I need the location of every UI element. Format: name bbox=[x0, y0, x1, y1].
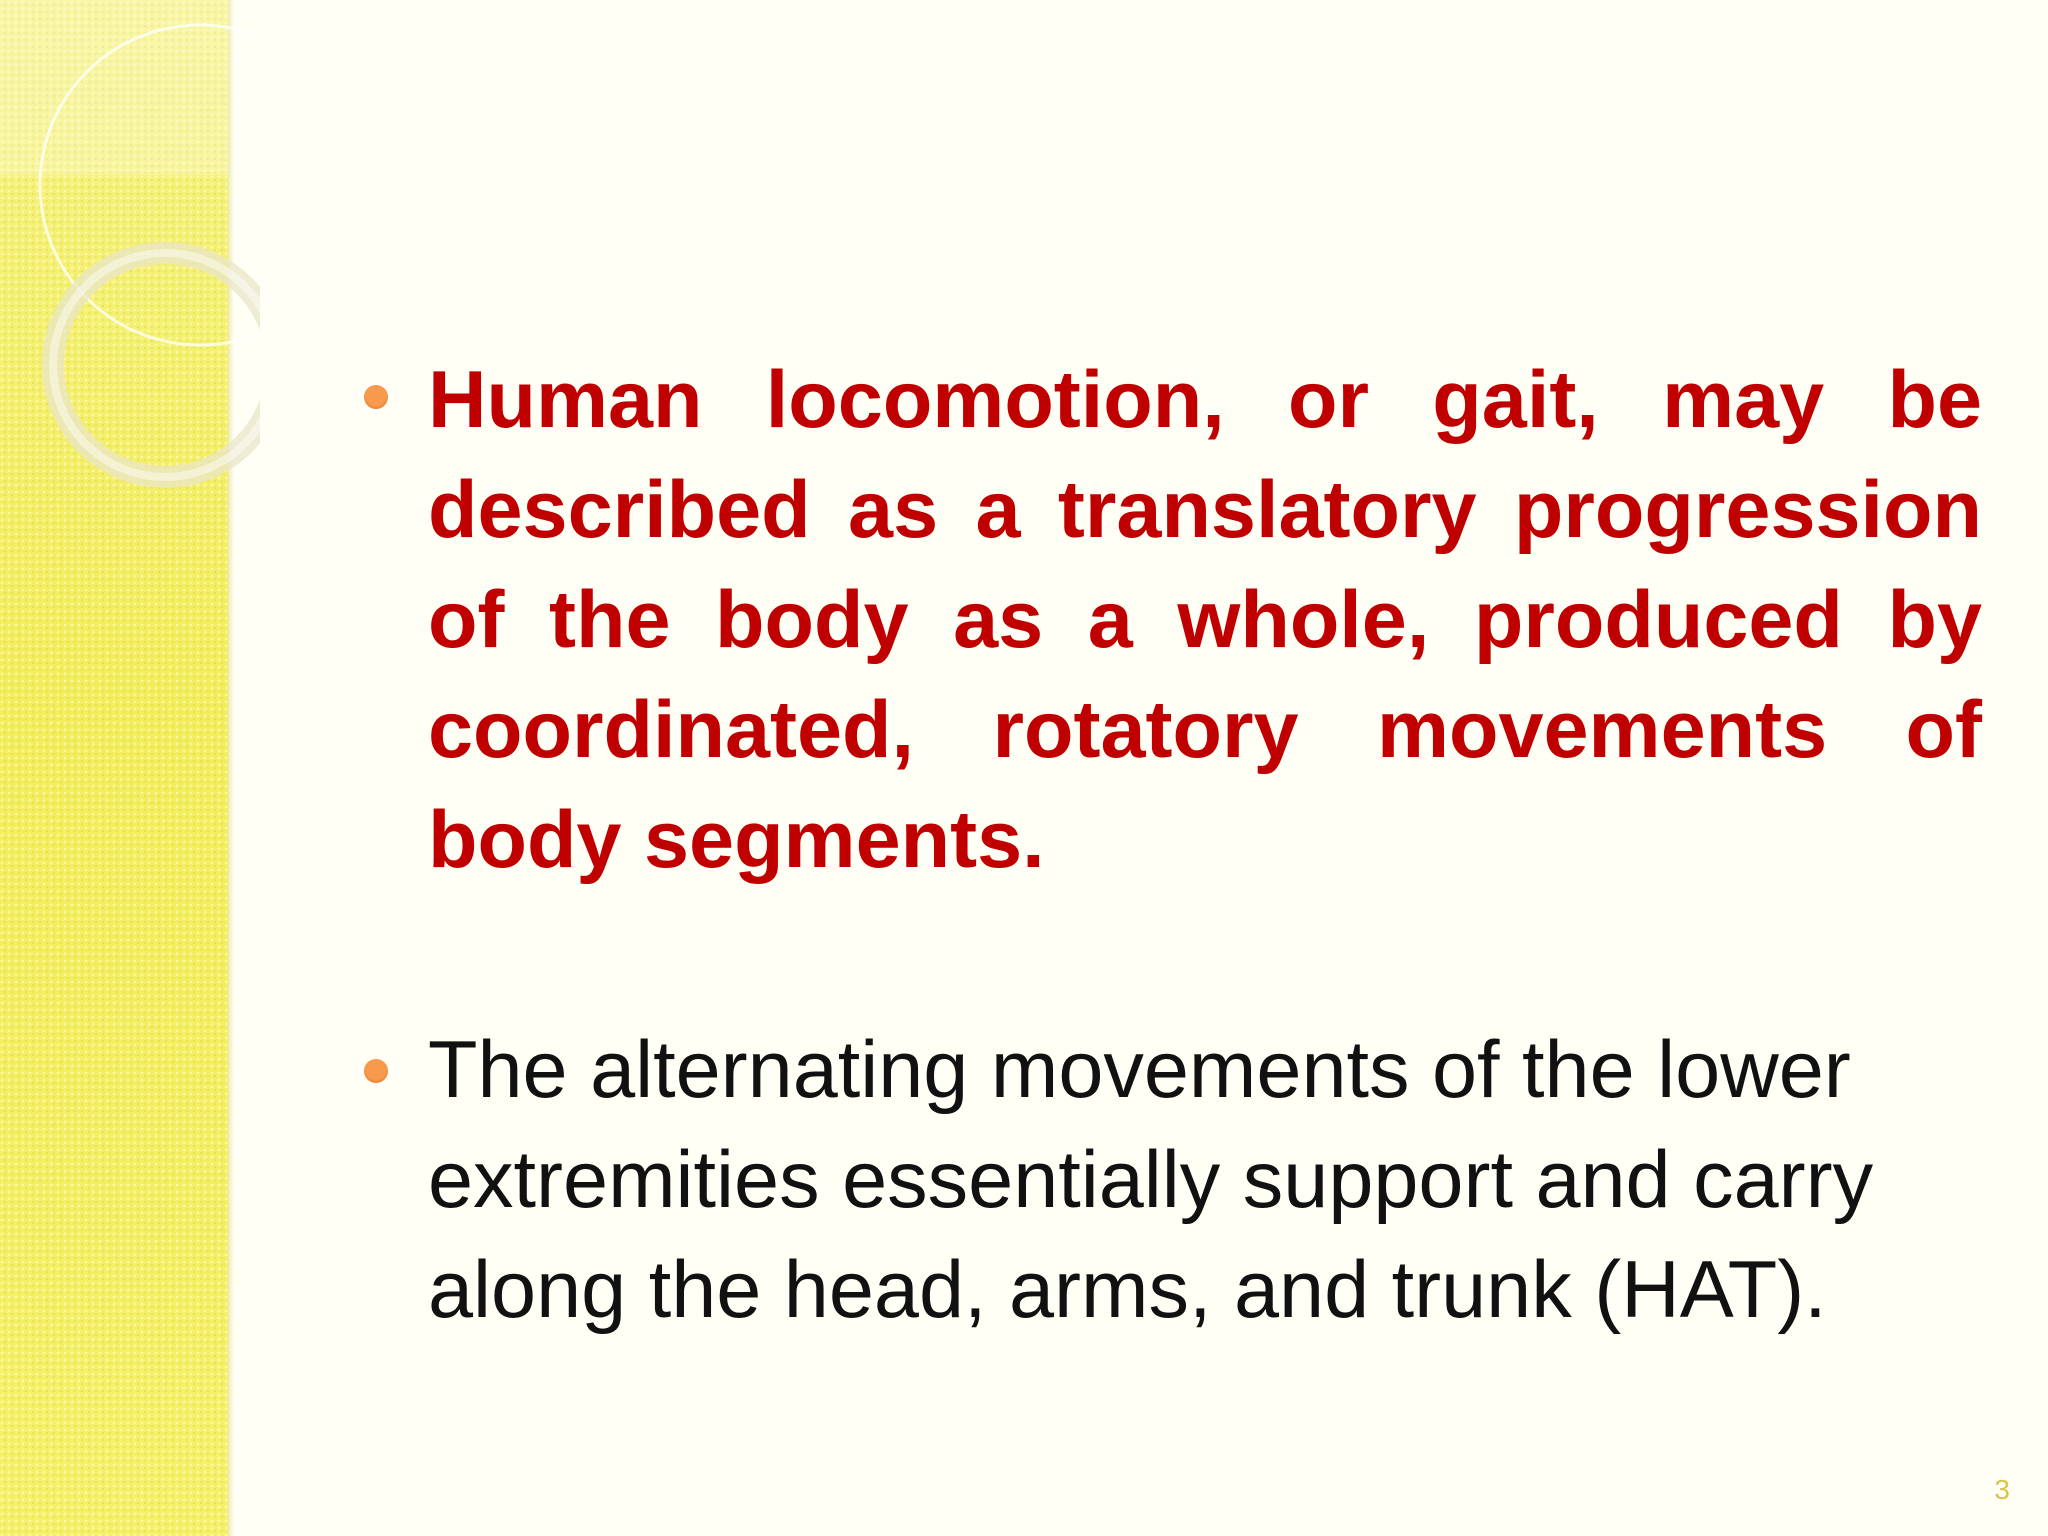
bullet-text: The alternating movements of the lower extremities essentially support and carry along the head, arms, and trunk (HAT). bbox=[428, 1025, 1874, 1335]
page-number: 3 bbox=[1994, 1474, 2010, 1505]
bullet-marker-icon bbox=[364, 1059, 388, 1083]
bullet-item-gait-definition bbox=[360, 345, 1982, 895]
decorative-rings-graphic bbox=[0, 0, 260, 520]
bullet-marker-icon bbox=[364, 385, 388, 409]
bullet-item-lower-extremities bbox=[360, 1015, 1982, 1345]
bullet-text: Human locomotion, or gait, may be described as a translatory progression of the body as a whole, produced by coordinated, rotatory movements of body segments. bbox=[428, 355, 1982, 885]
slide-content bbox=[360, 345, 1982, 1345]
